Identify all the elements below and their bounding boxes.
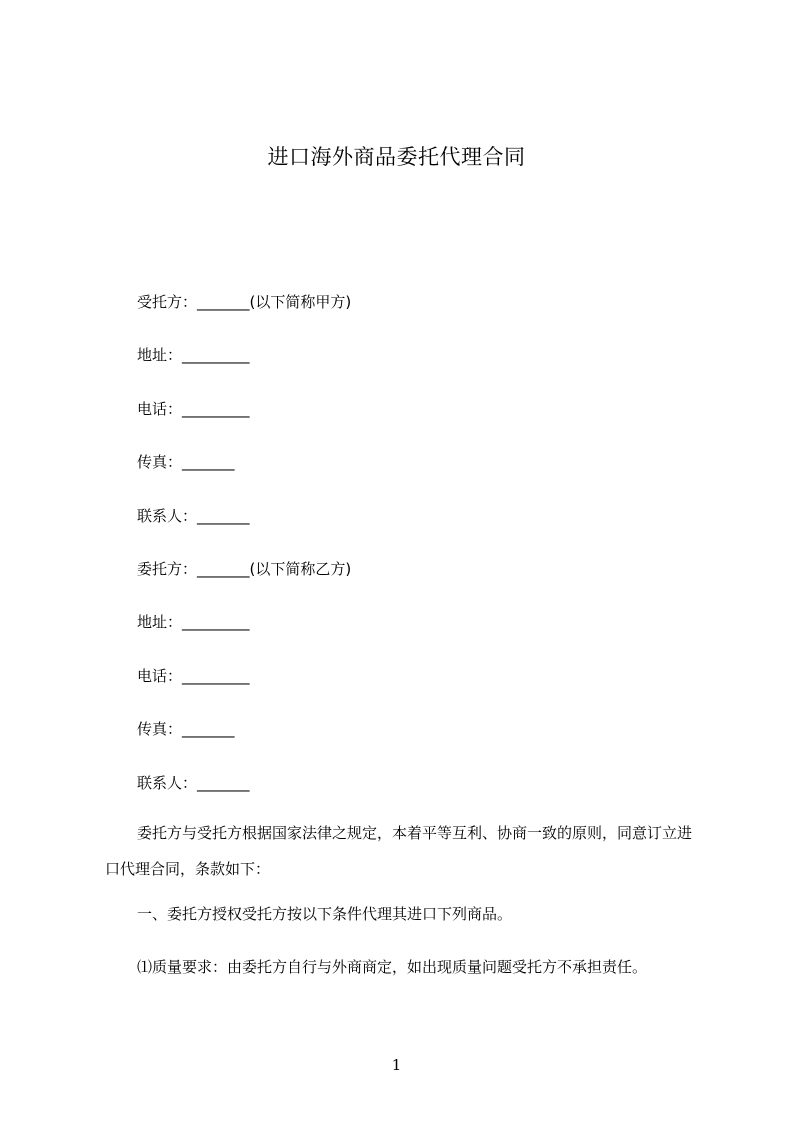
party-b-phone-line: 电话：_________: [137, 667, 250, 685]
party-a-fax-line: 传真：_______: [137, 453, 235, 471]
page-number: 1: [391, 1056, 402, 1074]
party-a-contact-line: 联系人：_______: [137, 507, 250, 525]
party-a-name-line: 受托方：_______(以下简称甲方): [137, 293, 352, 311]
party-b-fax-line: 传真：_______: [137, 720, 235, 738]
document-title: 进口海外商品委托代理合同: [267, 145, 526, 169]
party-a-phone-line: 电话：_________: [137, 400, 250, 418]
clause-1-item-1: ⑴质量要求：由委托方自行与外商商定，如出现质量问题受托方不承担责任。: [137, 958, 648, 976]
party-b-address-line: 地址：_________: [137, 613, 250, 631]
clause-1: 一、委托方授权受托方按以下条件代理其进口下列商品。: [137, 905, 513, 923]
party-b-name-line: 委托方：_______(以下简称乙方): [137, 560, 352, 578]
party-b-contact-line: 联系人：_______: [137, 774, 250, 792]
party-a-address-line: 地址：_________: [137, 346, 250, 364]
intro-paragraph: 委托方与受托方根据国家法律之规定，本着平等互利、协商一致的原则，同意订立进口代理合同，条款如下：: [105, 824, 693, 878]
